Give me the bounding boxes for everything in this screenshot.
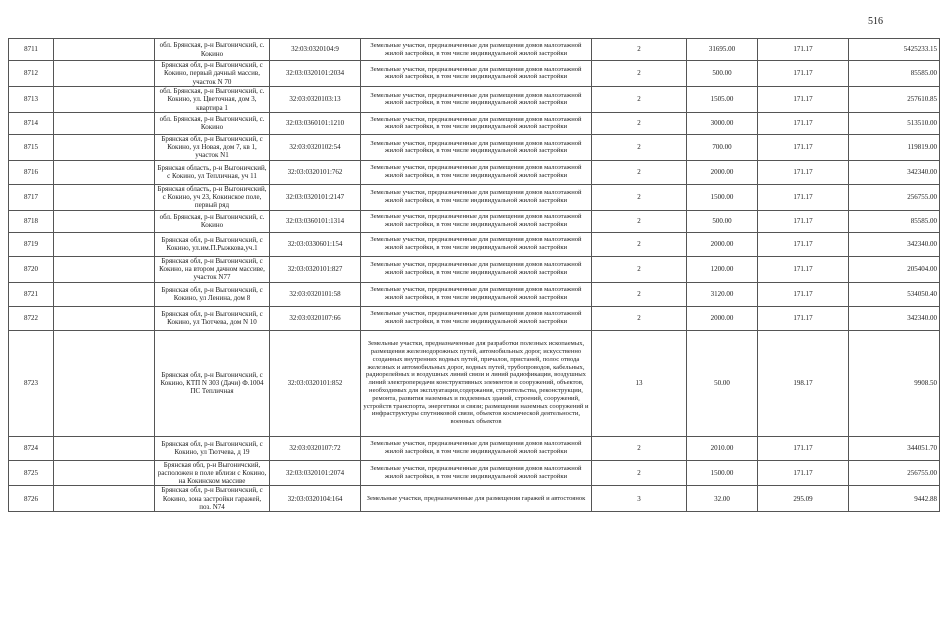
cadastral-value-cell: 257610.85 [849, 86, 940, 112]
land-use-cell: Земельные участки, предназначенные для размещения домов малоэтажной жилой застройки, в том числе индивидуальной жилой застройки [361, 160, 592, 184]
row-number-cell: 8724 [9, 436, 54, 460]
land-use-cell: Земельные участки, предназначенные для разработки полезных ископаемых, размещения железнодорожных путей, автомобильных дорог, искусственно созданных внутренних водных путей, причалов, пристаней, полос отвода железных и автомобильных дорог, водных путей, трубопроводов, кабельных, радиорелейных и воздушных линий связи и линий радиофикации, воздушных линий электропередачи конструктивных элементов и сооружений, объектов, необходимых для эксплуатации,содержания, строительства, реконструкции, ремонта, развития наземных и подземных зданий, строений, сооружений, устройств транспорта, энергетики и связи; размещения наземных сооружений и инфраструктуры спутниковой связи, объектов космической деятельности, военных объектов [361, 330, 592, 436]
empty-cell [54, 460, 155, 486]
address-cell: Брянская область, р-н Выгоничский, с Кокино, ул Тепличная, уч 11 [155, 160, 270, 184]
specific-value-cell: 171.17 [758, 282, 849, 306]
land-use-cell: Земельные участки, предназначенные для размещения домов малоэтажной жилой застройки, в том числе индивидуальной жилой застройки [361, 134, 592, 160]
land-use-cell: Земельные участки, предназначенные для размещения домов малоэтажной жилой застройки, в том числе индивидуальной жилой застройки [361, 184, 592, 210]
row-number-cell: 8714 [9, 112, 54, 134]
area-cell: 500.00 [687, 61, 758, 87]
empty-cell [54, 330, 155, 436]
table-row [9, 134, 940, 160]
area-cell: 1505.00 [687, 86, 758, 112]
land-use-cell: Земельные участки, предназначенные для размещения домов малоэтажной жилой застройки, в том числе индивидуальной жилой застройки [361, 210, 592, 232]
cadastral-number-cell: 32:03:0320101:827 [270, 256, 361, 282]
row-number-cell: 8716 [9, 160, 54, 184]
empty-cell [54, 210, 155, 232]
cadastral-value-cell: 256755.00 [849, 184, 940, 210]
cadastral-value-cell: 9908.50 [849, 330, 940, 436]
group-number-cell: 2 [592, 160, 687, 184]
land-use-cell: Земельные участки, предназначенные для размещения домов малоэтажной жилой застройки, в том числе индивидуальной жилой застройки [361, 112, 592, 134]
cadastral-value-cell: 344051.70 [849, 436, 940, 460]
cadastral-value-cell: 5425233.15 [849, 39, 940, 61]
land-use-cell: Земельные участки, предназначенные для размещения домов малоэтажной жилой застройки, в том числе индивидуальной жилой застройки [361, 232, 592, 256]
row-number-cell: 8723 [9, 330, 54, 436]
cadastral-number-cell: 32:03:0320101:2034 [270, 61, 361, 87]
specific-value-cell: 171.17 [758, 460, 849, 486]
cadastral-number-cell: 32:03:0320101:2147 [270, 184, 361, 210]
cadastral-value-cell: 119819.00 [849, 134, 940, 160]
area-cell: 500.00 [687, 210, 758, 232]
cadastral-number-cell: 32:03:0320101:762 [270, 160, 361, 184]
land-use-cell: Земельные участки, предназначенные для размещения домов малоэтажной жилой застройки, в том числе индивидуальной жилой застройки [361, 86, 592, 112]
table-row [9, 210, 940, 232]
row-number-cell: 8720 [9, 256, 54, 282]
table-row [9, 184, 940, 210]
land-use-cell: Земельные участки, предназначенные для размещения домов малоэтажной жилой застройки, в том числе индивидуальной жилой застройки [361, 306, 592, 330]
area-cell: 2010.00 [687, 436, 758, 460]
cadastral-value-cell: 342340.00 [849, 160, 940, 184]
row-number-cell: 8715 [9, 134, 54, 160]
area-cell: 2000.00 [687, 306, 758, 330]
address-cell: Брянская обл, р-н Выгоничский, с Кокино, ул Новая, дом 7, кв 1, участок N1 [155, 134, 270, 160]
group-number-cell: 2 [592, 112, 687, 134]
row-number-cell: 8712 [9, 61, 54, 87]
address-cell: обл. Брянская, р-н Выгоничский, с. Кокино, ул. Цветочная, дом 3, квартира 1 [155, 86, 270, 112]
area-cell: 700.00 [687, 134, 758, 160]
group-number-cell: 2 [592, 184, 687, 210]
cadastral-number-cell: 32:03:0320102:54 [270, 134, 361, 160]
area-cell: 32.00 [687, 486, 758, 512]
specific-value-cell: 171.17 [758, 39, 849, 61]
empty-cell [54, 306, 155, 330]
specific-value-cell: 171.17 [758, 232, 849, 256]
group-number-cell: 2 [592, 282, 687, 306]
row-number-cell: 8719 [9, 232, 54, 256]
table-row [9, 39, 940, 61]
table-row [9, 61, 940, 87]
row-number-cell: 8711 [9, 39, 54, 61]
specific-value-cell: 171.17 [758, 306, 849, 330]
group-number-cell: 2 [592, 210, 687, 232]
row-number-cell: 8725 [9, 460, 54, 486]
row-number-cell: 8726 [9, 486, 54, 512]
land-use-cell: Земельные участки, предназначенные для размещения домов малоэтажной жилой застройки, в том числе индивидуальной жилой застройки [361, 39, 592, 61]
address-cell: Брянская обл, р-н Выгоничский, с Кокино, ул Тютчева, дом N 10 [155, 306, 270, 330]
row-number-cell: 8722 [9, 306, 54, 330]
cadastral-value-cell: 342340.00 [849, 232, 940, 256]
address-cell: Брянская обл, р-н Выгоничский, расположен в поле вблизи с Кокино, на Кокинском массиве [155, 460, 270, 486]
area-cell: 50.00 [687, 330, 758, 436]
table-row [9, 232, 940, 256]
table-row [9, 460, 940, 486]
group-number-cell: 2 [592, 86, 687, 112]
empty-cell [54, 282, 155, 306]
table-row [9, 436, 940, 460]
row-number-cell: 8718 [9, 210, 54, 232]
area-cell: 3120.00 [687, 282, 758, 306]
group-number-cell: 2 [592, 61, 687, 87]
cadastral-value-cell: 85585.00 [849, 61, 940, 87]
page-number: 516 [868, 16, 883, 27]
address-cell: обл. Брянская, р-н Выгоничский, с. Кокино [155, 210, 270, 232]
empty-cell [54, 256, 155, 282]
group-number-cell: 2 [592, 232, 687, 256]
address-cell: Брянская обл, р-н Выгоничский, с Кокино, первый дачный массив, участок N 70 [155, 61, 270, 87]
cadastral-number-cell: 32:03:0320107:72 [270, 436, 361, 460]
table-row [9, 486, 940, 512]
area-cell: 3000.00 [687, 112, 758, 134]
cadastral-number-cell: 32:03:0360101:1210 [270, 112, 361, 134]
area-cell: 2000.00 [687, 232, 758, 256]
empty-cell [54, 232, 155, 256]
cadastral-number-cell: 32:03:0320107:66 [270, 306, 361, 330]
specific-value-cell: 295.09 [758, 486, 849, 512]
group-number-cell: 2 [592, 39, 687, 61]
address-cell: Брянская обл, р-н Выгоничский, с Кокино, ул Тютчева, д 19 [155, 436, 270, 460]
address-cell: Брянская обл, р-н Выгоничский, с Кокино, ул.им.П.Рыжкова,уч.1 [155, 232, 270, 256]
specific-value-cell: 171.17 [758, 112, 849, 134]
group-number-cell: 2 [592, 134, 687, 160]
specific-value-cell: 171.17 [758, 256, 849, 282]
address-cell: Брянская область, р-н Выгоничский, с Кокино, уч 23, Кокинское поле, первый ряд [155, 184, 270, 210]
row-number-cell: 8721 [9, 282, 54, 306]
empty-cell [54, 486, 155, 512]
address-cell: Брянская обл, р-н Выгоничский, с Кокино, КТП N 303 (Дачи) Ф.1004 ПС Тепличная [155, 330, 270, 436]
land-use-cell: Земельные участки, предназначенные для размещения домов малоэтажной жилой застройки, в том числе индивидуальной жилой застройки [361, 61, 592, 87]
group-number-cell: 2 [592, 256, 687, 282]
specific-value-cell: 171.17 [758, 436, 849, 460]
table-row [9, 112, 940, 134]
table-row [9, 86, 940, 112]
area-cell: 1200.00 [687, 256, 758, 282]
address-cell: Брянская обл, р-н Выгоничский, с Кокино, зона застройки гаражей, поз. N74 [155, 486, 270, 512]
land-use-cell: Земельные участки, предназначенные для размещения домов малоэтажной жилой застройки, в том числе индивидуальной жилой застройки [361, 460, 592, 486]
cadastral-number-cell: 32:03:0320101:852 [270, 330, 361, 436]
land-use-cell: Земельные участки, предназначенные для размещения домов малоэтажной жилой застройки, в том числе индивидуальной жилой застройки [361, 282, 592, 306]
empty-cell [54, 436, 155, 460]
land-use-cell: Земельные участки, предназначенные для размещения гаражей и автостоянок [361, 486, 592, 512]
group-number-cell: 2 [592, 460, 687, 486]
cadastral-value-cell: 513510.00 [849, 112, 940, 134]
cadastral-number-cell: 32:03:0360101:1314 [270, 210, 361, 232]
group-number-cell: 3 [592, 486, 687, 512]
area-cell: 1500.00 [687, 460, 758, 486]
table-row [9, 282, 940, 306]
land-use-cell: Земельные участки, предназначенные для размещения домов малоэтажной жилой застройки, в том числе индивидуальной жилой застройки [361, 256, 592, 282]
cadastral-number-cell: 32:03:0320104:164 [270, 486, 361, 512]
cadastral-value-table [8, 38, 940, 512]
specific-value-cell: 171.17 [758, 160, 849, 184]
cadastral-number-cell: 32:03:0320101:2074 [270, 460, 361, 486]
group-number-cell: 13 [592, 330, 687, 436]
empty-cell [54, 61, 155, 87]
table-row [9, 306, 940, 330]
specific-value-cell: 171.17 [758, 134, 849, 160]
cadastral-value-cell: 85585.00 [849, 210, 940, 232]
area-cell: 31695.00 [687, 39, 758, 61]
cadastral-value-cell: 9442.88 [849, 486, 940, 512]
table-row [9, 330, 940, 436]
land-use-cell: Земельные участки, предназначенные для размещения домов малоэтажной жилой застройки, в том числе индивидуальной жилой застройки [361, 436, 592, 460]
empty-cell [54, 86, 155, 112]
cadastral-value-cell: 342340.00 [849, 306, 940, 330]
address-cell: обл. Брянская, р-н Выгоничский, с. Кокино [155, 39, 270, 61]
address-cell: Брянская обл, р-н Выгоничский, с Кокино, ул Ленина, дом 8 [155, 282, 270, 306]
cadastral-value-cell: 205404.00 [849, 256, 940, 282]
cadastral-value-cell: 534050.40 [849, 282, 940, 306]
cadastral-number-cell: 32:03:0320104:9 [270, 39, 361, 61]
area-cell: 1500.00 [687, 184, 758, 210]
empty-cell [54, 160, 155, 184]
address-cell: Брянская обл, р-н Выгоничский, с Кокино, на втором дачном массиве, участок N77 [155, 256, 270, 282]
specific-value-cell: 171.17 [758, 210, 849, 232]
group-number-cell: 2 [592, 436, 687, 460]
specific-value-cell: 198.17 [758, 330, 849, 436]
specific-value-cell: 171.17 [758, 61, 849, 87]
empty-cell [54, 112, 155, 134]
cadastral-number-cell: 32:03:0320103:13 [270, 86, 361, 112]
cadastral-value-cell: 256755.00 [849, 460, 940, 486]
empty-cell [54, 39, 155, 61]
row-number-cell: 8713 [9, 86, 54, 112]
table-row [9, 256, 940, 282]
empty-cell [54, 184, 155, 210]
specific-value-cell: 171.17 [758, 86, 849, 112]
cadastral-number-cell: 32:03:0320101:58 [270, 282, 361, 306]
specific-value-cell: 171.17 [758, 184, 849, 210]
empty-cell [54, 134, 155, 160]
table-row [9, 160, 940, 184]
row-number-cell: 8717 [9, 184, 54, 210]
cadastral-number-cell: 32:03:0330601:154 [270, 232, 361, 256]
address-cell: обл. Брянская, р-н Выгоничский, с. Кокино [155, 112, 270, 134]
group-number-cell: 2 [592, 306, 687, 330]
area-cell: 2000.00 [687, 160, 758, 184]
